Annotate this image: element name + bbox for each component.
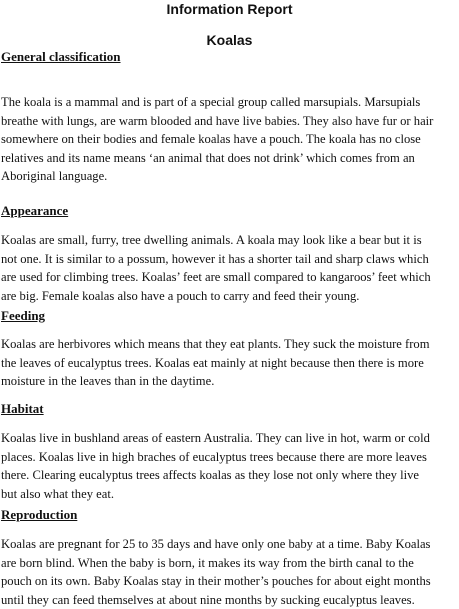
section-paragraph-general-classification [1, 93, 459, 186]
section-paragraph-reproduction [1, 535, 459, 609]
paragraph-line: are used for climbing trees. Koalas’ feet are small compared to kangaroos’ feet which [1, 268, 459, 287]
paragraph-line: until they can feed themselves at about nine months by sucking eucalyptus leaves. [1, 591, 459, 609]
section-paragraph-feeding [1, 335, 459, 391]
paragraph-line: are born blind. When the baby is born, it makes its way from the birth canal to the [1, 554, 459, 573]
document-title: Information Report [0, 1, 459, 17]
paragraph-line: not one. It is similar to a possum, however it has a shorter tail and sharp claws which [1, 250, 459, 269]
section-heading-appearance: Appearance [1, 203, 68, 219]
paragraph-line: moisture in the leaves than in the daytime. [1, 372, 459, 391]
paragraph-line: but also what they eat. [1, 485, 459, 504]
paragraph-line: somewhere on their bodies and female koalas have a pouch. The koala has no close [1, 130, 459, 149]
paragraph-line: are big. Female koalas also have a pouch to carry and feed their young. [1, 287, 459, 306]
paragraph-line: Koalas are herbivores which means that they eat plants. They suck the moisture from [1, 335, 459, 354]
paragraph-line: relatives and its name means ‘an animal that does not drink’ which comes from an [1, 149, 459, 168]
paragraph-line: breathe with lungs, are warm blooded and have live babies. They also have fur or hair [1, 112, 459, 131]
section-heading-general-classification: General classification [1, 49, 121, 65]
section-heading-habitat: Habitat [1, 401, 44, 417]
paragraph-line: places. Koalas live in high braches of eucalyptus trees because there are more leaves [1, 448, 459, 467]
paragraph-line: pouch on its own. Baby Koalas stay in their mother’s pouches for about eight months [1, 572, 459, 591]
section-heading-reproduction: Reproduction [1, 507, 77, 523]
paragraph-line: Koalas live in bushland areas of eastern Australia. They can live in hot, warm or cold [1, 429, 459, 448]
paragraph-line: the leaves of eucalyptus trees. Koalas eat mainly at night because then there is more [1, 354, 459, 373]
paragraph-line: The koala is a mammal and is part of a special group called marsupials. Marsupials [1, 93, 459, 112]
paragraph-line: Aboriginal language. [1, 167, 459, 186]
section-heading-feeding: Feeding [1, 308, 45, 324]
section-paragraph-habitat [1, 429, 459, 503]
document-subtitle: Koalas [0, 32, 459, 48]
paragraph-line: Koalas are small, furry, tree dwelling animals. A koala may look like a bear but it is [1, 231, 459, 250]
paragraph-line: there. Clearing eucalyptus trees affects koalas as they lose not only where they live [1, 466, 459, 485]
section-paragraph-appearance [1, 231, 459, 305]
paragraph-line: Koalas are pregnant for 25 to 35 days and have only one baby at a time. Baby Koalas [1, 535, 459, 554]
